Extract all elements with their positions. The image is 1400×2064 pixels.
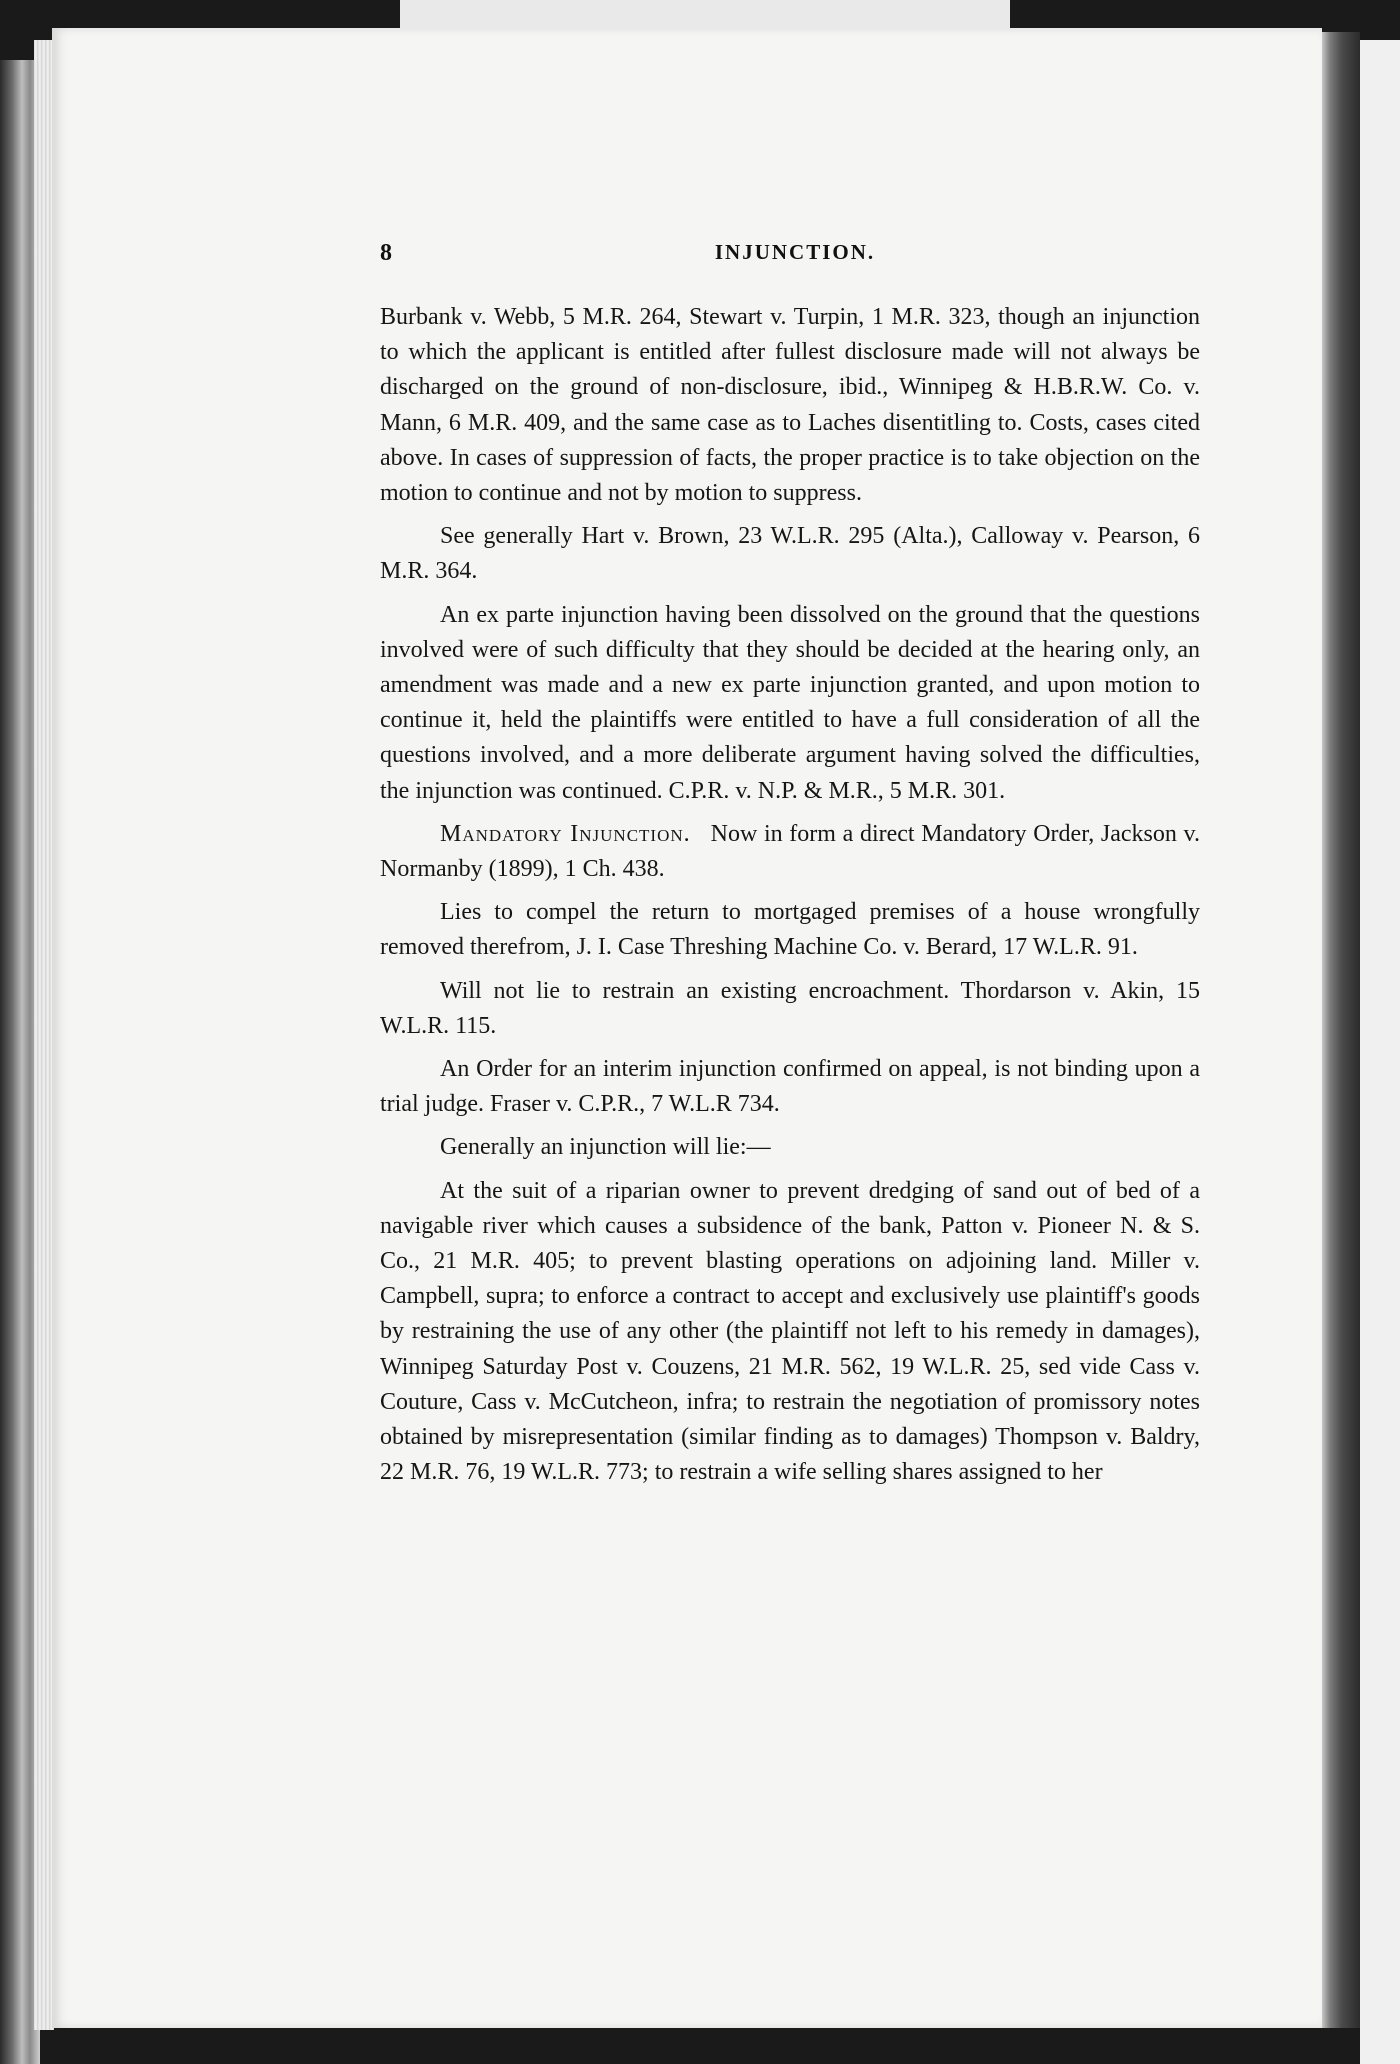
paragraph: Lies to compel the return to mortgaged premises of a house wrongfully removed therefrom, J. I. Case Threshing Machine Co. v. Berard, 17 W.L.R. 91. — [380, 899, 1200, 961]
section-heading: Mandatory Injunction. — [440, 820, 691, 847]
paragraph — [380, 817, 1200, 887]
book-spine-shadow — [1322, 32, 1360, 2028]
page-heading: INJUNCTION. — [714, 240, 876, 264]
running-head — [380, 240, 1210, 272]
paragraph: Burbank v. Webb, 5 M.R. 264, Stewart v. Turpin, 1 M.R. 323, though an injunction to which the applicant is entitled after fullest disclosure made will not always be discharged on the ground of non-disclosure, ibid., Winnipeg & H.B.R.W. Co. v. Mann, 6 M.R. 409, and the same case as to Laches disentitling to. Costs, cases cited above. In cases of suppression of facts, the proper practice is to take objection on the motion to continue and not by motion to suppress. — [380, 304, 1200, 507]
paragraph: Generally an injunction will lie:— — [440, 1134, 771, 1161]
facing-page-edge — [1360, 40, 1400, 2064]
body-text — [380, 300, 1200, 1499]
paragraph: Will not lie to restrain an existing encroachment. Thordarson v. Akin, 15 W.L.R. 115. — [380, 977, 1200, 1039]
paragraph: At the suit of a riparian owner to prevent dredging of sand out of bed of a navigable river which causes a subsidence of the bank, Patton v. Pioneer N. & S. Co., 21 M.R. 405; to prevent blasting operations on adjoining land. Miller v. Campbell, supra; to enforce a contract to accept and exclusively use plaintiff's goods by restraining the use of any other (the plaintiff not left to his remedy in damages), Winnipeg Saturday Post v. Couzens, 21 M.R. 562, 19 W.L.R. 25, sed vide Cass v. Couture, Cass v. McCutcheon, infra; to restrain the negotiation of promissory notes obtained by misrepresentation (similar finding as to damages) Thompson v. Baldry, 22 M.R. 76, 19 W.L.R. 773; to restrain a wife selling shares assigned to her — [380, 1177, 1200, 1486]
paragraph: See generally Hart v. Brown, 23 W.L.R. 295 (Alta.), Calloway v. Pearson, 6 M.R. 364. — [380, 523, 1200, 585]
paragraph: An Order for an interim injunction confirmed on appeal, is not binding upon a trial judge. Fraser v. C.P.R., 7 W.L.R 734. — [380, 1056, 1200, 1118]
paragraph-text: Now in form a direct Mandatory Order, Jackson v. Normanby (1899), 1 Ch. 438. — [380, 820, 1200, 883]
page-stack-edge — [34, 40, 54, 2030]
page-number: 8 — [380, 240, 392, 266]
paragraph: An ex parte injunction having been dissolved on the ground that the questions involved were of such difficulty that they should be decided at the hearing only, an amendment was made and a new ex parte injunction granted, and upon motion to continue it, held the plaintiffs were entitled to have a full consideration of all the questions involved, and a more deliberate argument having solved the difficulties, the injunction was continued. C.P.R. v. N.P. & M.R., 5 M.R. 301. — [380, 601, 1200, 804]
